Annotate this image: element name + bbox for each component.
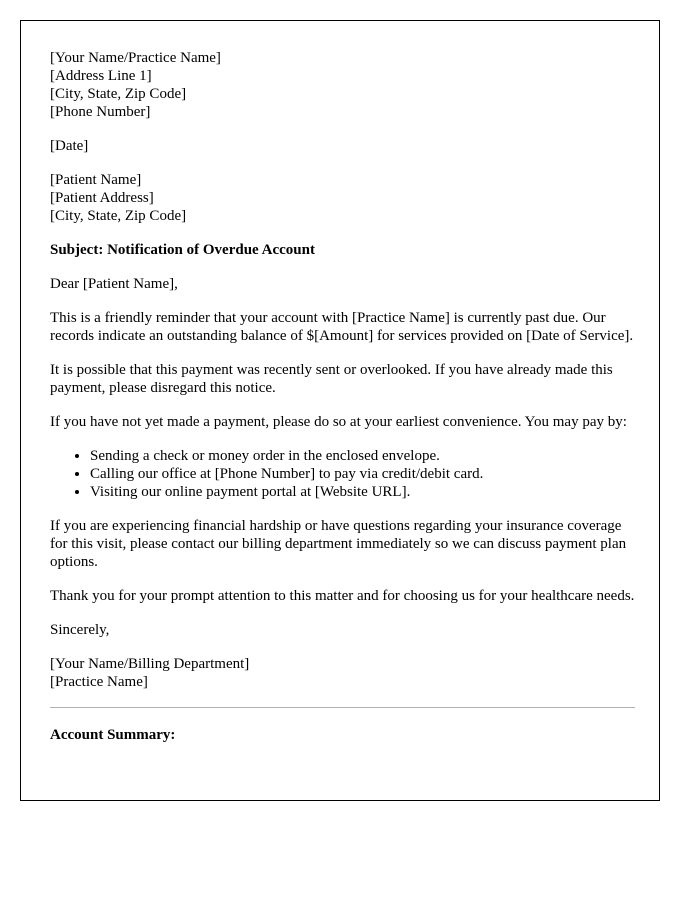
closing: Sincerely, <box>50 622 110 638</box>
recipient-address-block <box>50 171 635 225</box>
signature-name: [Your Name/Billing Department] <box>50 656 250 672</box>
paragraph-hardship: If you are experiencing financial hardship or have questions regarding your insurance coverage for this visit, please contact our billing department immediately so we can discuss payment plan options. <box>50 518 627 570</box>
sender-name: [Your Name/Practice Name] <box>50 50 221 66</box>
sender-address: [Address Line 1] <box>50 68 152 84</box>
list-item: • Sending a check or money order in the enclosed envelope. <box>90 447 635 465</box>
sender-city: [City, State, Zip Code] <box>50 86 187 102</box>
letter-date <box>50 137 635 155</box>
section-divider <box>50 707 635 708</box>
sender-address-block <box>50 49 635 121</box>
paragraph-payment-request: If you have not yet made a payment, please do so at your earliest convenience. You may pay by: <box>50 414 627 430</box>
paragraph-thanks: Thank you for your prompt attention to this matter and for choosing us for your healthcare needs. <box>50 588 635 604</box>
account-summary-heading: Account Summary: <box>50 727 176 743</box>
list-item: • Calling our office at [Phone Number] to pay via credit/debit card. <box>90 465 635 483</box>
paragraph-reminder: This is a friendly reminder that your account with [Practice Name] is currently past due. Our records indicate an outstanding balance of $[Amount] for services provided on [Date of Service]. <box>50 310 634 344</box>
signature-practice: [Practice Name] <box>50 674 148 690</box>
recipient-city: [City, State, Zip Code] <box>50 208 187 224</box>
subject-line: Subject: Notification of Overdue Account <box>50 242 315 258</box>
paragraph-disregard: It is possible that this payment was recently sent or overlooked. If you have already made this payment, please disregard this notice. <box>50 362 613 396</box>
sender-phone: [Phone Number] <box>50 104 151 120</box>
date-text: [Date] <box>50 138 89 154</box>
recipient-name: [Patient Name] <box>50 172 142 188</box>
salutation: Dear [Patient Name], <box>50 276 178 292</box>
signature-block <box>50 655 635 691</box>
letter-content <box>50 49 635 744</box>
recipient-address: [Patient Address] <box>50 190 154 206</box>
letter-page <box>20 20 660 801</box>
list-item: • Visiting our online payment portal at [Website URL]. <box>90 483 635 501</box>
payment-options-list <box>50 447 635 501</box>
